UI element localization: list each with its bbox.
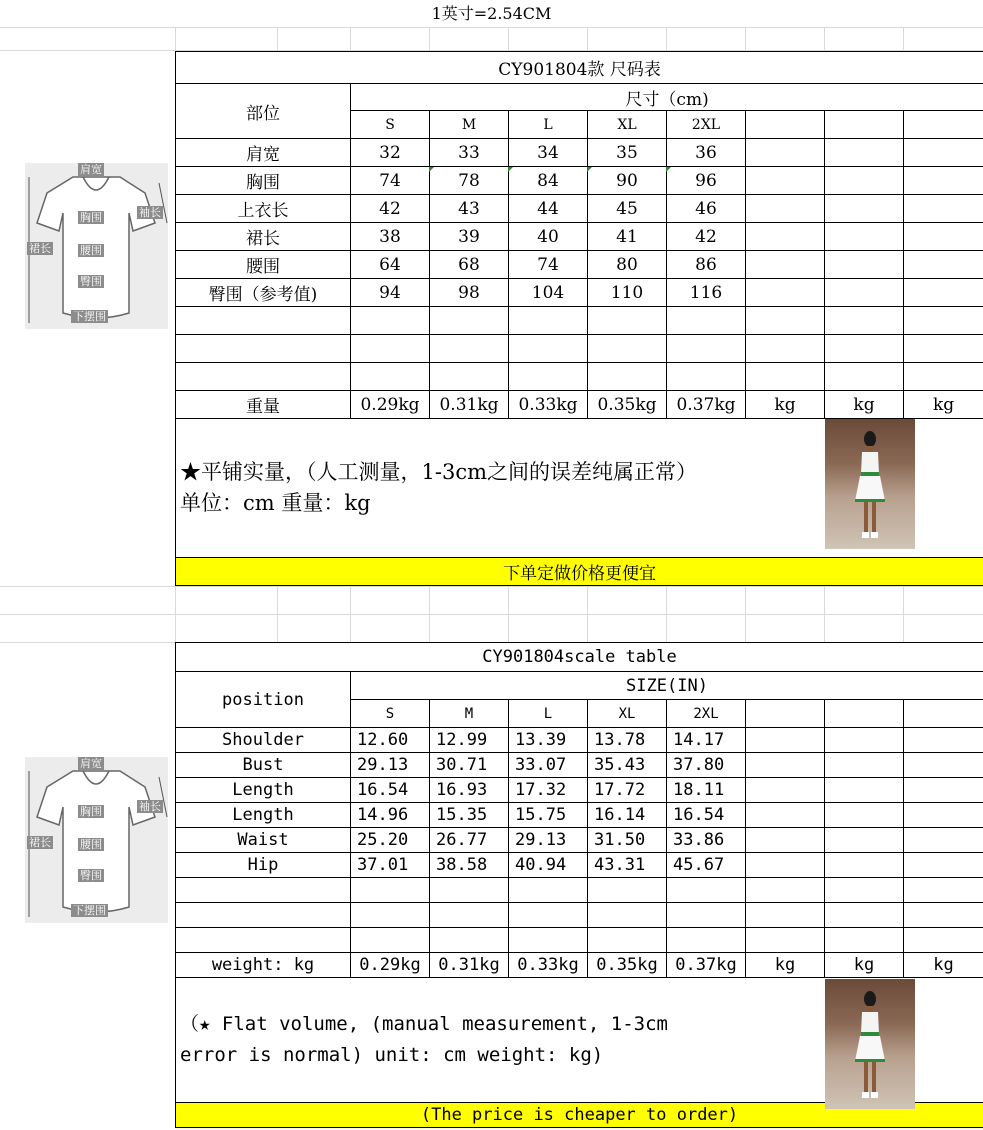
row-label: Shoulder: [176, 728, 351, 753]
cell-value: 40: [509, 223, 588, 251]
comment-marker: [429, 167, 434, 172]
cell-value: 26.77: [430, 828, 509, 853]
cell-value: 37.01: [351, 853, 430, 878]
empty-cell: [746, 223, 825, 251]
empty-cell: [825, 828, 904, 853]
cell-value: 17.72: [588, 778, 667, 803]
diagram-label: 袖长: [139, 800, 161, 813]
table-row: [176, 167, 983, 195]
weight-row: [176, 391, 983, 419]
empty-cell: [904, 803, 983, 828]
cell-value: 64: [351, 251, 430, 279]
cell-value: 38: [351, 223, 430, 251]
cell-value: 18.11: [667, 778, 746, 803]
empty-cell: [904, 167, 983, 195]
empty-cell: [825, 223, 904, 251]
empty-cell: [746, 111, 825, 139]
garment-diagram: [25, 757, 168, 923]
cell-value: 43.31: [588, 853, 667, 878]
empty-cell: [904, 251, 983, 279]
cell-value: 37.80: [667, 753, 746, 778]
empty-cell: [746, 700, 825, 728]
weight-label: 重量: [176, 391, 351, 419]
table-row: [176, 828, 983, 853]
empty-cell: [904, 753, 983, 778]
diagram-label: 胸围: [80, 211, 102, 224]
weight-value: 0.31kg: [430, 391, 509, 419]
empty-cell: [904, 700, 983, 728]
note-line: 单位：cm 重量：kg: [180, 491, 371, 515]
cell-value: 29.13: [509, 828, 588, 853]
cell-value: 42: [667, 223, 746, 251]
diagram-label: 裙长: [29, 836, 51, 849]
empty-cell: [825, 778, 904, 803]
table-row: [176, 728, 983, 753]
table-row: [176, 251, 983, 279]
empty-cell: [746, 195, 825, 223]
cell-value: 104: [509, 279, 588, 307]
table-row: [176, 853, 983, 878]
row-label: Length: [176, 803, 351, 828]
cell-value: 15.75: [509, 803, 588, 828]
price-banner: 下单定做价格更便宜: [176, 558, 983, 586]
diagram-label: 腰围: [80, 838, 102, 851]
empty-cell: [746, 803, 825, 828]
size-label: M: [430, 700, 509, 728]
weight-value: 0.37kg: [667, 953, 746, 978]
empty-cell: [746, 853, 825, 878]
row-label: 上衣长: [176, 195, 351, 223]
cell-value: 42: [351, 195, 430, 223]
price-banner: (The price is cheaper to order): [176, 1103, 983, 1128]
empty-cell: [904, 111, 983, 139]
row-label: Waist: [176, 828, 351, 853]
table-row: [176, 195, 983, 223]
empty-row: [176, 335, 983, 363]
cell-value: 36: [667, 139, 746, 167]
row-label: 裙长: [176, 223, 351, 251]
size-label: S: [351, 111, 430, 139]
table-row: [176, 139, 983, 167]
diagram-label: 袖长: [139, 206, 161, 219]
empty-cell: [904, 828, 983, 853]
cell-value: 35.43: [588, 753, 667, 778]
cell-value: 46: [667, 195, 746, 223]
empty-cell: [825, 753, 904, 778]
empty-cell: [825, 195, 904, 223]
cell-value: 41: [588, 223, 667, 251]
empty-cell: [904, 139, 983, 167]
cell-value: 38.58: [430, 853, 509, 878]
cell-value: 12.60: [351, 728, 430, 753]
table-row: [176, 223, 983, 251]
empty-cell: [904, 195, 983, 223]
cell-value: 15.35: [430, 803, 509, 828]
empty-cell: [825, 728, 904, 753]
weight-value: kg: [825, 953, 904, 978]
cell-value: 16.54: [667, 803, 746, 828]
empty-cell: [825, 139, 904, 167]
cell-value: 39: [430, 223, 509, 251]
cell-value: 86: [667, 251, 746, 279]
empty-row: [176, 878, 983, 903]
cell-value: 80: [588, 251, 667, 279]
weight-value: kg: [746, 953, 825, 978]
size-label: 2XL: [667, 111, 746, 139]
weight-value: kg: [825, 391, 904, 419]
part-header: 部位: [176, 84, 351, 139]
cell-value: 68: [430, 251, 509, 279]
cell-value: 74: [351, 167, 430, 195]
empty-cell: [825, 279, 904, 307]
cell-value: 16.93: [430, 778, 509, 803]
empty-cell: [746, 778, 825, 803]
unit-conversion-header: 1英寸=2.54CM: [431, 4, 552, 23]
cell-value: 12.99: [430, 728, 509, 753]
cell-value: 14.17: [667, 728, 746, 753]
table-row: [176, 279, 983, 307]
weight-value: 0.35kg: [588, 953, 667, 978]
cell-value: 17.32: [509, 778, 588, 803]
weight-row: [176, 953, 983, 978]
note-line: ★平铺实量，（人工测量，1-3cm之间的误差纯属正常）: [180, 460, 697, 484]
diagram-label: 臀围: [80, 275, 102, 288]
cell-value: 25.20: [351, 828, 430, 853]
cell-value: 33.86: [667, 828, 746, 853]
diagram-label: 腰围: [80, 244, 102, 257]
size-label: L: [509, 700, 588, 728]
empty-cell: [904, 279, 983, 307]
empty-cell: [904, 223, 983, 251]
cell-value: 74: [509, 251, 588, 279]
diagram-label: 臀围: [80, 869, 102, 882]
table-title: CY901804scale table: [176, 643, 983, 672]
empty-cell: [825, 251, 904, 279]
diagram-label: 肩宽: [80, 163, 102, 176]
empty-cell: [825, 167, 904, 195]
note-line: error is normal) unit: cm weight: kg): [180, 1044, 604, 1066]
cell-value: 32: [351, 139, 430, 167]
empty-cell: [904, 728, 983, 753]
empty-cell: [746, 753, 825, 778]
cell-value: 94: [351, 279, 430, 307]
row-label: Bust: [176, 753, 351, 778]
cell-value: 16.14: [588, 803, 667, 828]
weight-value: 0.31kg: [430, 953, 509, 978]
empty-cell: [746, 139, 825, 167]
size-header: 尺寸（cm): [351, 84, 983, 111]
table-row: [176, 753, 983, 778]
empty-cell: [746, 279, 825, 307]
comment-marker: [508, 167, 513, 172]
cell-value: 33.07: [509, 753, 588, 778]
cell-value: 35: [588, 139, 667, 167]
weight-value: 0.37kg: [667, 391, 746, 419]
weight-value: kg: [904, 953, 983, 978]
cell-value: 116: [667, 279, 746, 307]
product-photo: [825, 419, 915, 549]
cell-value: 34: [509, 139, 588, 167]
empty-cell: [825, 853, 904, 878]
weight-value: 0.33kg: [509, 391, 588, 419]
empty-cell: [825, 700, 904, 728]
diagram-label: 胸围: [80, 805, 102, 818]
diagram-label: 肩宽: [80, 757, 102, 770]
size-label: XL: [588, 111, 667, 139]
row-label: 胸围: [176, 167, 351, 195]
cell-value: 90: [588, 167, 667, 195]
empty-cell: [746, 167, 825, 195]
cell-value: 78: [430, 167, 509, 195]
cell-value: 43: [430, 195, 509, 223]
empty-cell: [746, 728, 825, 753]
diagram-label: 下摆围: [73, 904, 106, 917]
cell-value: 110: [588, 279, 667, 307]
cell-value: 98: [430, 279, 509, 307]
empty-cell: [904, 853, 983, 878]
note-line: （★ Flat volume, (manual measurement, 1-3cm: [180, 1013, 668, 1035]
part-header: position: [176, 672, 351, 728]
comment-marker: [666, 167, 671, 172]
cell-value: 40.94: [509, 853, 588, 878]
empty-cell: [904, 778, 983, 803]
cell-value: 29.13: [351, 753, 430, 778]
cell-value: 13.39: [509, 728, 588, 753]
table-title: CY901804款 尺码表: [176, 52, 983, 84]
garment-diagram: [25, 163, 168, 329]
empty-row: [176, 307, 983, 335]
model-figure: [855, 429, 885, 541]
empty-row: [176, 363, 983, 391]
size-label: 2XL: [667, 700, 746, 728]
weight-value: 0.33kg: [509, 953, 588, 978]
row-label: Length: [176, 778, 351, 803]
weight-value: 0.29kg: [351, 391, 430, 419]
cell-value: 13.78: [588, 728, 667, 753]
empty-row: [176, 903, 983, 928]
product-photo: [825, 979, 915, 1109]
model-figure: [855, 989, 885, 1101]
weight-value: kg: [746, 391, 825, 419]
cell-value: 44: [509, 195, 588, 223]
table-row: [176, 778, 983, 803]
empty-cell: [746, 828, 825, 853]
cell-value: 16.54: [351, 778, 430, 803]
cell-value: 14.96: [351, 803, 430, 828]
row-label: Hip: [176, 853, 351, 878]
weight-label: weight: kg: [176, 953, 351, 978]
size-header: SIZE(IN): [351, 672, 983, 700]
diagram-label: 下摆围: [73, 310, 106, 323]
cell-value: 45.67: [667, 853, 746, 878]
empty-cell: [825, 111, 904, 139]
weight-value: 0.35kg: [588, 391, 667, 419]
size-label: XL: [588, 700, 667, 728]
cell-value: 31.50: [588, 828, 667, 853]
row-label: 腰围: [176, 251, 351, 279]
row-label: 肩宽: [176, 139, 351, 167]
weight-value: 0.29kg: [351, 953, 430, 978]
cell-value: 45: [588, 195, 667, 223]
cell-value: 33: [430, 139, 509, 167]
comment-marker: [587, 167, 592, 172]
table-row: [176, 803, 983, 828]
empty-row: [176, 928, 983, 953]
size-label: L: [509, 111, 588, 139]
diagram-label: 裙长: [29, 242, 51, 255]
cell-value: 84: [509, 167, 588, 195]
size-label: S: [351, 700, 430, 728]
cell-value: 96: [667, 167, 746, 195]
empty-cell: [825, 803, 904, 828]
row-label: 臀围（参考值): [176, 279, 351, 307]
size-label: M: [430, 111, 509, 139]
empty-cell: [746, 251, 825, 279]
weight-value: kg: [904, 391, 983, 419]
cell-value: 30.71: [430, 753, 509, 778]
